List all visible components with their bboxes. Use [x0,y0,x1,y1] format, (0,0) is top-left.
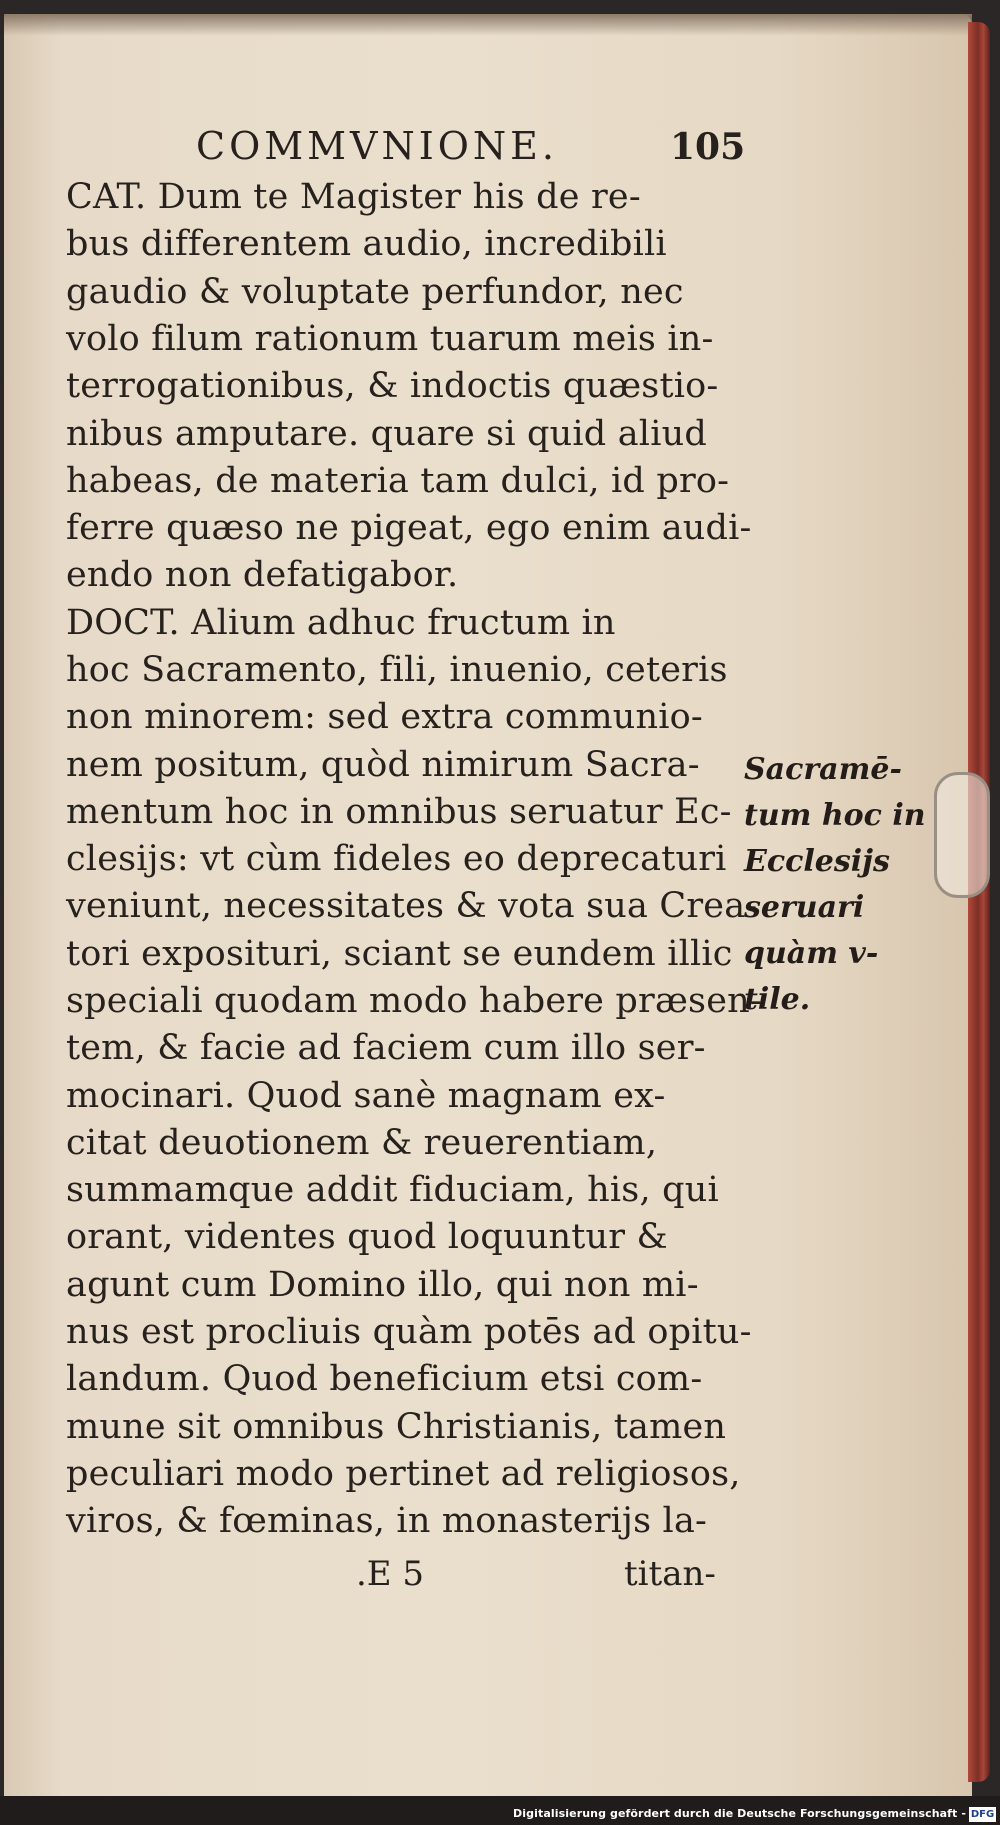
text-line: endo non defatigabor. [66,555,459,595]
page-number: 105 [670,126,746,168]
bookmark-clip [934,772,990,898]
text-line: clesijs: vt cùm fideles eo deprecaturi [66,839,727,879]
text-line: landum. Quod beneficium etsi com- [66,1359,703,1399]
text-line: hoc Sacramento, fili, inuenio, ceteris [66,650,728,690]
catchword: titan- [624,1554,716,1594]
text-line: mune sit omnibus Christianis, tamen [66,1407,727,1447]
text-line: mocinari. Quod sanè magnam ex- [66,1076,666,1116]
red-page-edge [968,22,990,1782]
marginal-note-line: tile. [744,982,811,1017]
text-line: non minorem: sed extra communio- [66,697,703,737]
text-line: terrogationibus, & indoctis quæstio- [66,366,719,406]
text-line: speciali quodam modo habere præsen- [66,981,762,1021]
running-head: COMMVNIONE. [196,124,558,168]
digitization-credit: Digitalisierung gefördert durch die Deutsche Forschungsgemeinschaft - [513,1807,966,1820]
text-line: citat deuotionem & reuerentiam, [66,1123,658,1163]
text-line: volo filum rationum tuarum meis in- [66,319,714,359]
text-line: peculiari modo pertinet ad religiosos, [66,1454,741,1494]
text-line: agunt cum Domino illo, qui non mi- [66,1265,699,1305]
text-line: nibus amputare. quare si quid aliud [66,414,707,454]
marginal-note-line: Sacramē- [744,752,902,787]
text-line: viros, & fœminas, in monasterijs la- [66,1501,708,1541]
text-line: summamque addit fiduciam, his, qui [66,1170,719,1210]
text-line: veniunt, necessitates & vota sua Crea- [66,886,758,926]
page-top-shadow [4,14,972,36]
text-line: mentum hoc in omnibus seruatur Ec- [66,792,732,832]
book-page [4,14,972,1800]
marginal-note-line: quàm v- [744,936,879,971]
text-line: tori exposituri, sciant se eundem illic [66,934,733,974]
text-line: gaudio & voluptate perfundor, nec [66,272,684,312]
text-line: habeas, de materia tam dulci, id pro- [66,461,730,501]
footer-band [0,1796,1000,1825]
text-line: orant, videntes quod loquuntur & [66,1217,668,1257]
marginal-note-line: tum hoc in [744,798,926,833]
text-line: CAT. Dum te Magister his de re- [66,177,641,217]
signature-mark: .E 5 [356,1554,425,1594]
text-line: nem positum, quòd nimirum Sacra- [66,745,700,785]
text-line: nus est procliuis quàm potēs ad opitu- [66,1312,752,1352]
text-line: tem, & facie ad faciem cum illo ser- [66,1028,706,1068]
dfg-logo: DFG [970,1809,995,1820]
marginal-note-line: seruari [744,890,865,925]
text-line: ferre quæso ne pigeat, ego enim audi- [66,508,752,548]
text-line: DOCT. Alium adhuc fructum in [66,603,616,643]
text-line: bus differentem audio, incredibili [66,224,667,264]
marginal-note-line: Ecclesijs [744,844,890,879]
